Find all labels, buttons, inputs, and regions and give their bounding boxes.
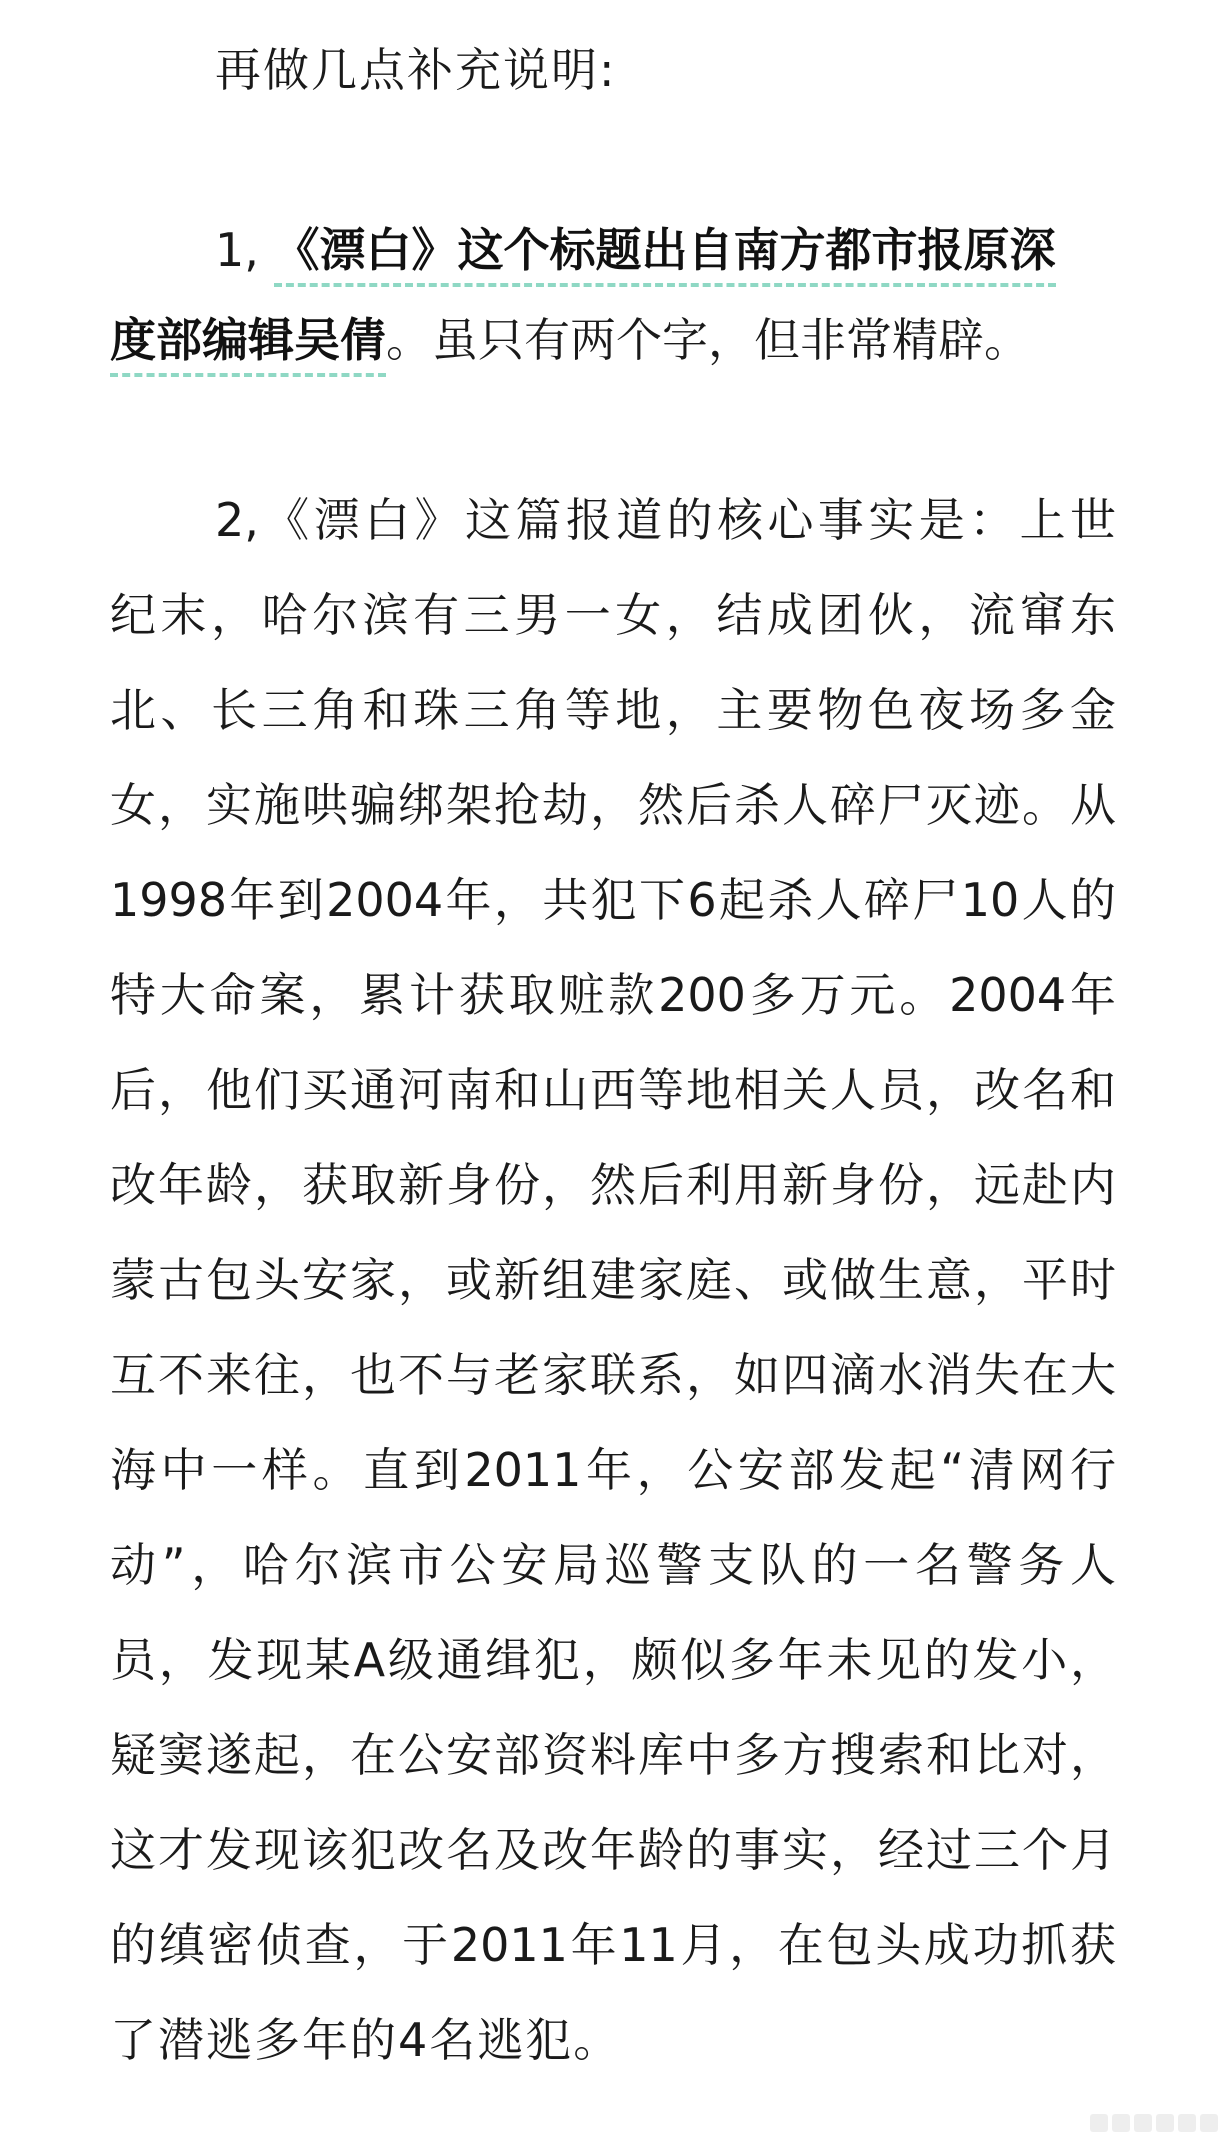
point1-number: 1, [215,223,259,277]
point2-line: 了潜逃多年的4名逃犯。 [110,2013,622,2067]
point2-line: 1998年到2004年，共犯下6起杀人碎尸10人的 [110,873,1116,927]
point2-line: 员，发现某A级通缉犯，颇似多年未见的发小， [110,1633,1116,1687]
point2-line: 蒙古包头安家，或新组建家庭、或做生意，平时 [110,1253,1116,1307]
point1-highlight-title: 《漂白》这个标题出自南方都市报原深 [274,223,1056,287]
intro-line: 再做几点补充说明: [215,43,617,97]
watermark-icon [1090,2114,1218,2132]
point2-line: 特大命案，累计获取赃款200多万元。2004年 [110,968,1116,1022]
point1-line-2 [110,310,1030,370]
point2-line: 疑窦遂起，在公安部资料库中多方搜索和比对， [110,1728,1116,1782]
point2-line: 后，他们买通河南和山西等地相关人员，改名和 [110,1063,1116,1117]
point2-line: 北、长三角和珠三角等地，主要物色夜场多金 [110,683,1116,737]
point1-rest: 。虽只有两个字，但非常精辟。 [386,313,1030,367]
point2-line: 互不来往，也不与老家联系，如四滴水消失在大 [110,1348,1116,1402]
point2-line: 改年龄，获取新身份，然后利用新身份，远赴内 [110,1158,1116,1212]
point1-line-1 [215,220,1056,280]
point2-line: 女，实施哄骗绑架抢劫，然后杀人碎尸灭迹。从 [110,778,1116,832]
point2-line: 的缜密侦查，于2011年11月，在包头成功抓获 [110,1918,1116,1972]
point1-highlight-editor: 度部编辑吴倩 [110,313,386,377]
point2-line: 动”，哈尔滨市公安局巡警支队的一名警务人 [110,1538,1116,1592]
point2-line: 2,《漂白》这篇报道的核心事实是：上世 [215,493,1116,547]
point2-line: 这才发现该犯改名及改年龄的事实，经过三个月 [110,1823,1116,1877]
point2-line: 纪末，哈尔滨有三男一女，结成团伙，流窜东 [110,588,1116,642]
point2-line: 海中一样。直到2011年，公安部发起“清网行 [110,1443,1116,1497]
